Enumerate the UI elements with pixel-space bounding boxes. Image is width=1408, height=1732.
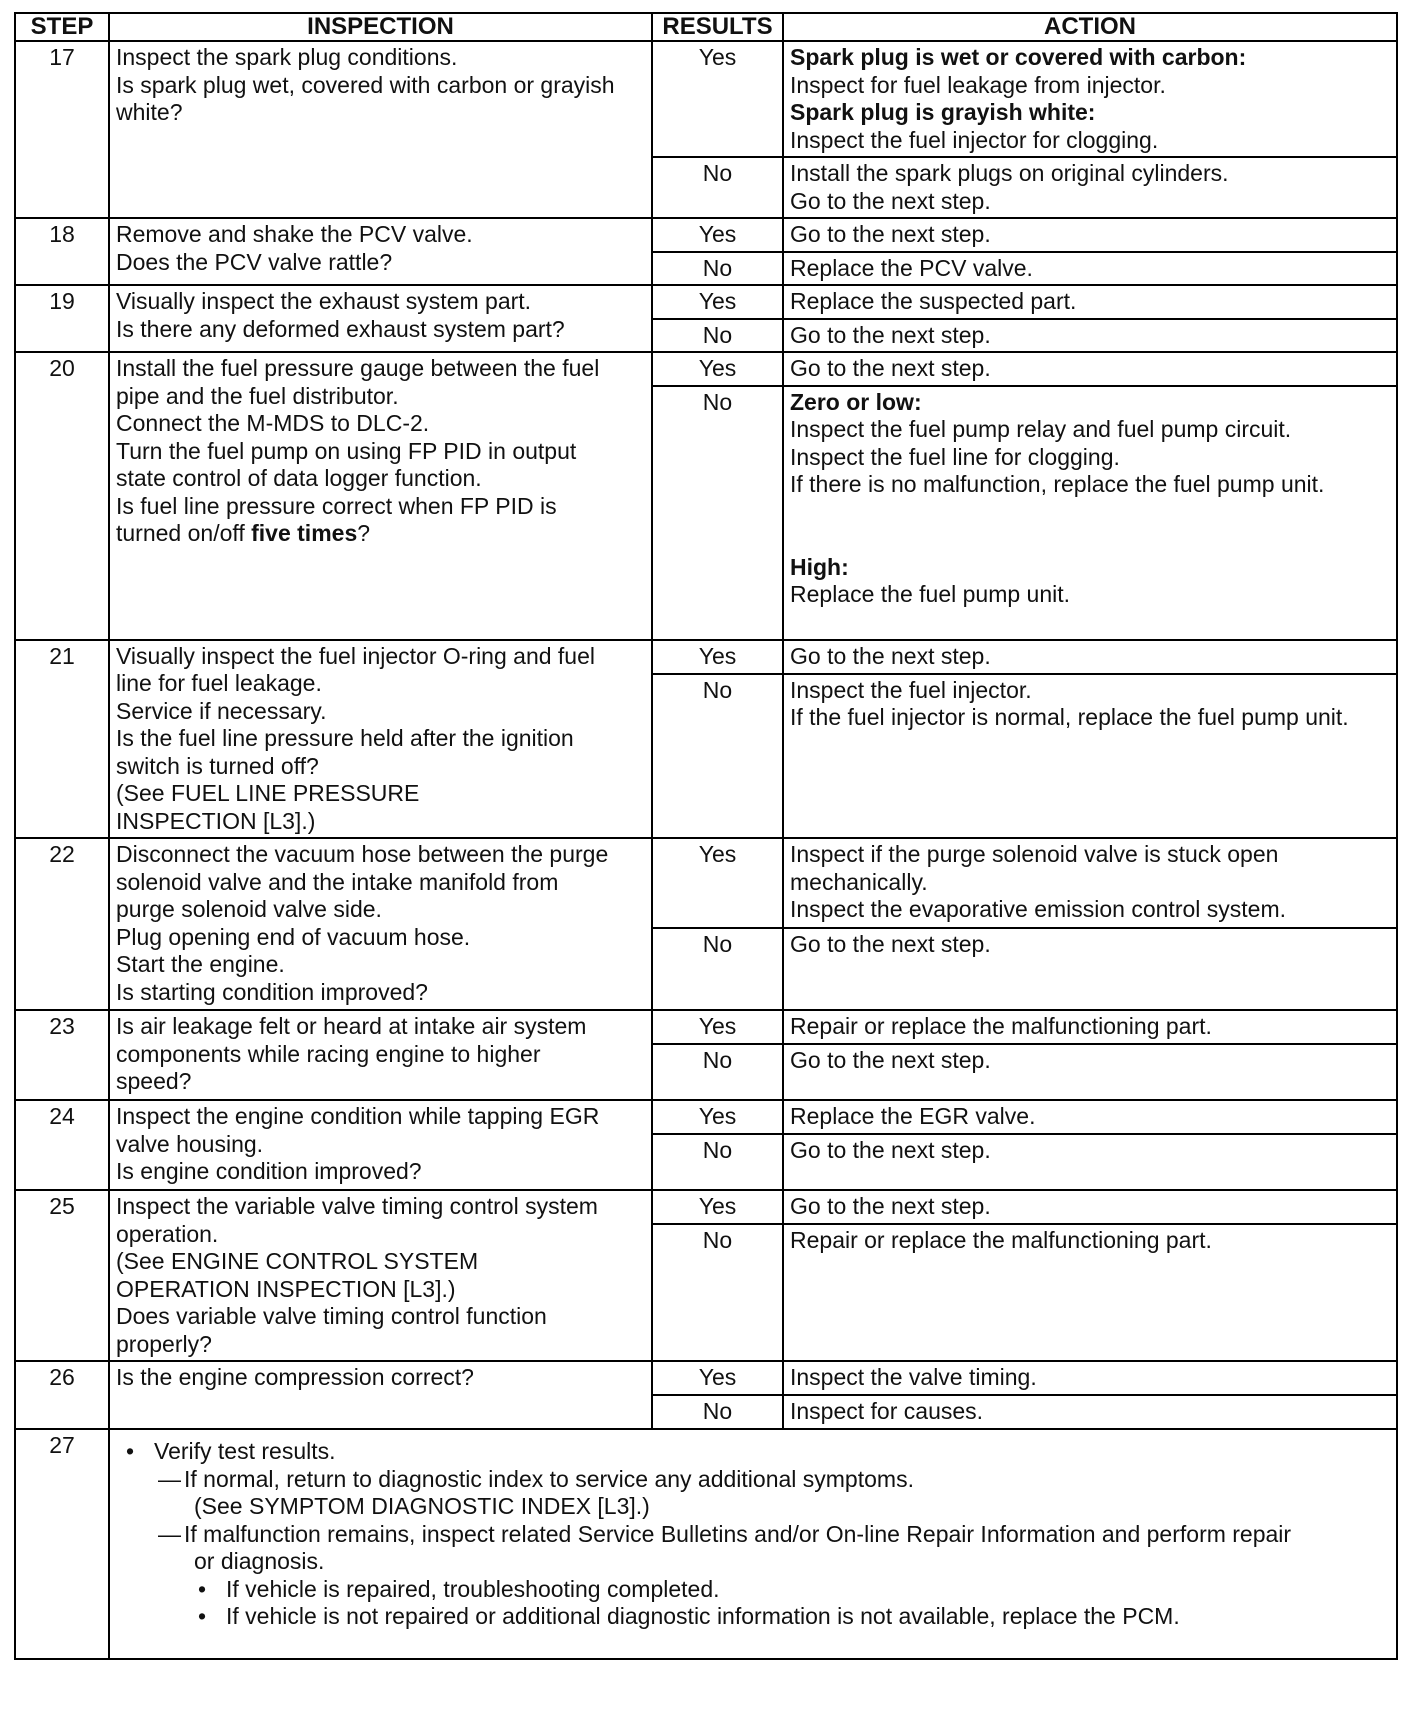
action-line: Replace the fuel pump unit. xyxy=(790,581,1071,607)
action-cell xyxy=(783,838,1397,928)
dash-continuation: (See SYMPTOM DIAGNOSTIC INDEX [L3].) xyxy=(194,1493,650,1519)
action-cell: Go to the next step. xyxy=(783,352,1397,386)
action-heading: High: xyxy=(790,553,849,580)
action-line: mechanically. xyxy=(790,868,928,895)
header-action: ACTION xyxy=(783,13,1397,41)
result-no: No xyxy=(652,386,783,640)
step-number: 17 xyxy=(15,41,109,218)
inspection-cell xyxy=(109,1361,652,1429)
diagnostic-table xyxy=(14,12,1398,1660)
action-cell: Go to the next step. xyxy=(783,640,1397,674)
action-cell: Inspect the valve timing. xyxy=(783,1361,1397,1395)
step-number: 19 xyxy=(15,285,109,352)
dash-item xyxy=(118,1466,1390,1494)
inspection-line: Is there any deformed exhaust system part? xyxy=(116,315,565,342)
result-no: No xyxy=(652,1224,783,1361)
table-row xyxy=(15,1429,1397,1659)
inspection-line: properly? xyxy=(116,1330,212,1357)
header-inspection: INSPECTION xyxy=(109,13,652,41)
dash-text: If normal, return to diagnostic index to service any additional symptoms. xyxy=(184,1465,914,1492)
inspection-line: Is the engine compression correct? xyxy=(116,1364,474,1390)
result-yes: Yes xyxy=(652,352,783,386)
inspection-line: Is the fuel line pressure held after the ignition xyxy=(116,725,574,751)
inspection-line: operation. xyxy=(116,1220,219,1247)
header-results: RESULTS xyxy=(652,13,783,41)
result-no: No xyxy=(652,157,783,218)
inspection-line: Is starting condition improved? xyxy=(116,978,428,1005)
table-row xyxy=(15,1361,1397,1395)
action-cell: Go to the next step. xyxy=(783,1190,1397,1224)
action-line: Inspect the evaporative emission control system. xyxy=(790,896,1287,922)
inspection-line: Inspect the engine condition while tapping EGR xyxy=(116,1103,600,1129)
sub-bullet-item xyxy=(118,1603,1390,1631)
step-number: 20 xyxy=(15,352,109,640)
inspection-line xyxy=(116,520,645,548)
inspection-line: Plug opening end of vacuum hose. xyxy=(116,923,471,950)
action-line: Inspect the fuel line for clogging. xyxy=(790,443,1120,470)
inspection-line: line for fuel leakage. xyxy=(116,670,322,696)
inspection-line: Does the PCV valve rattle? xyxy=(116,248,393,275)
step-number: 23 xyxy=(15,1010,109,1100)
table-row xyxy=(15,41,1397,157)
action-cell: Repair or replace the malfunctioning part. xyxy=(783,1224,1397,1361)
table-row xyxy=(15,838,1397,928)
action-cell: Go to the next step. xyxy=(783,218,1397,252)
action-line: Inspect for fuel leakage from injector. xyxy=(790,71,1166,98)
action-line: Install the spark plugs on original cylinders. xyxy=(790,160,1229,186)
action-cell: Replace the suspected part. xyxy=(783,285,1397,319)
inspection-line: Install the fuel pressure gauge between the fuel xyxy=(116,355,600,381)
step-number: 18 xyxy=(15,218,109,285)
inspection-line: solenoid valve and the intake manifold from xyxy=(116,868,559,895)
step-number: 25 xyxy=(15,1190,109,1361)
inspection-cell xyxy=(109,352,652,640)
bullet-glyph: • xyxy=(198,1575,207,1602)
inspection-line: Is air leakage felt or heard at intake air system xyxy=(116,1013,587,1039)
inspection-line: components while racing engine to higher xyxy=(116,1040,541,1067)
result-yes: Yes xyxy=(652,1100,783,1134)
action-cell xyxy=(783,386,1397,640)
final-step-cell xyxy=(109,1429,1397,1659)
inspection-line: purge solenoid valve side. xyxy=(116,896,382,922)
inspection-cell xyxy=(109,285,652,352)
inspection-cell xyxy=(109,1010,652,1100)
bullet-text: If vehicle is not repaired or additional diagnostic information is not available, replace the PCM. xyxy=(226,1603,1180,1629)
bullet-text: Verify test results. xyxy=(154,1438,336,1464)
result-yes: Yes xyxy=(652,41,783,157)
dash-item xyxy=(118,1521,1390,1549)
table-row xyxy=(15,218,1397,252)
result-yes: Yes xyxy=(652,1361,783,1395)
action-line: Inspect if the purge solenoid valve is stuck open xyxy=(790,841,1279,867)
inspection-line: pipe and the fuel distributor. xyxy=(116,382,399,409)
inspection-line: Does variable valve timing control function xyxy=(116,1303,547,1329)
action-cell: Replace the PCV valve. xyxy=(783,252,1397,286)
inspection-cell xyxy=(109,218,652,285)
bullet-glyph: • xyxy=(126,1438,135,1464)
action-cell: Go to the next step. xyxy=(783,1134,1397,1190)
inspection-line: switch is turned off? xyxy=(116,752,319,779)
step-number: 26 xyxy=(15,1361,109,1429)
sub-bullet-item xyxy=(118,1576,1390,1604)
action-cell: Repair or replace the malfunctioning part. xyxy=(783,1010,1397,1044)
bullet-text: If vehicle is repaired, troubleshooting completed. xyxy=(226,1575,720,1602)
action-cell xyxy=(783,41,1397,157)
table-row xyxy=(15,1190,1397,1224)
inspection-line: Is engine condition improved? xyxy=(116,1158,422,1184)
inspection-line: Is fuel line pressure correct when FP PID is xyxy=(116,492,557,519)
action-line: Inspect the fuel pump relay and fuel pump circuit. xyxy=(790,416,1292,442)
inspection-cell xyxy=(109,41,652,218)
inspection-cell xyxy=(109,1190,652,1361)
table-row xyxy=(15,352,1397,386)
inspection-line: Start the engine. xyxy=(116,951,285,977)
bullet-item xyxy=(118,1438,1390,1466)
action-cell: Inspect for causes. xyxy=(783,1395,1397,1429)
dash-continuation: or diagnosis. xyxy=(194,1548,325,1574)
inspection-line: Inspect the spark plug conditions. xyxy=(116,44,458,70)
result-yes: Yes xyxy=(652,285,783,319)
table-row xyxy=(15,1010,1397,1044)
inspection-line: Service if necessary. xyxy=(116,697,327,724)
table-row xyxy=(15,640,1397,674)
table-row xyxy=(15,1100,1397,1134)
inspection-text: turned on/off xyxy=(116,520,252,546)
inspection-line: speed? xyxy=(116,1068,192,1094)
inspection-line: INSPECTION [L3].) xyxy=(116,807,316,834)
result-no: No xyxy=(652,1395,783,1429)
action-cell xyxy=(783,674,1397,839)
inspection-cell xyxy=(109,838,652,1010)
bullet-glyph: • xyxy=(198,1603,207,1629)
action-heading: Spark plug is wet or covered with carbon: xyxy=(790,44,1247,70)
result-no: No xyxy=(652,674,783,839)
result-yes: Yes xyxy=(652,640,783,674)
inspection-line: state control of data logger function. xyxy=(116,465,482,491)
action-cell: Go to the next step. xyxy=(783,1044,1397,1100)
inspection-line: OPERATION INSPECTION [L3].) xyxy=(116,1275,456,1302)
header-step: STEP xyxy=(15,13,109,41)
inspection-line: Visually inspect the exhaust system part. xyxy=(116,288,532,314)
inspection-line: Inspect the variable valve timing control system xyxy=(116,1193,598,1219)
dash-text: If malfunction remains, inspect related Service Bulletins and/or On-line Repair Information and perform repair xyxy=(184,1520,1292,1547)
action-cell: Go to the next step. xyxy=(783,319,1397,353)
action-line: If there is no malfunction, replace the fuel pump unit. xyxy=(790,471,1325,497)
result-yes: Yes xyxy=(652,1190,783,1224)
step-number: 22 xyxy=(15,838,109,1010)
inspection-line: Disconnect the vacuum hose between the purge xyxy=(116,841,609,867)
result-no: No xyxy=(652,1134,783,1190)
action-cell: Replace the EGR valve. xyxy=(783,1100,1397,1134)
action-cell: Go to the next step. xyxy=(783,928,1397,1010)
inspection-cell xyxy=(109,640,652,839)
diagnostic-table-sheet xyxy=(14,12,1396,1660)
inspection-emphasis: five times xyxy=(251,520,358,546)
action-line: Inspect the fuel injector for clogging. xyxy=(790,126,1159,153)
action-heading: Zero or low: xyxy=(790,388,922,415)
inspection-line: (See FUEL LINE PRESSURE xyxy=(116,780,420,806)
step-number: 27 xyxy=(15,1429,109,1659)
result-no: No xyxy=(652,1044,783,1100)
dash-glyph: — xyxy=(158,1520,181,1547)
action-line: Inspect the fuel injector. xyxy=(790,676,1032,703)
action-cell xyxy=(783,157,1397,218)
inspection-text: ? xyxy=(357,520,371,546)
action-line: If the fuel injector is normal, replace the fuel pump unit. xyxy=(790,704,1349,730)
inspection-line: (See ENGINE CONTROL SYSTEM xyxy=(116,1248,479,1274)
result-no: No xyxy=(652,252,783,286)
header-row xyxy=(15,13,1397,41)
inspection-line: Visually inspect the fuel injector O-ring and fuel xyxy=(116,642,596,669)
inspection-line: Remove and shake the PCV valve. xyxy=(116,221,473,247)
inspection-line: Connect the M-MDS to DLC-2. xyxy=(116,410,430,436)
step-number: 24 xyxy=(15,1100,109,1190)
inspection-cell xyxy=(109,1100,652,1190)
step-number: 21 xyxy=(15,640,109,839)
inspection-line: white? xyxy=(116,99,183,125)
action-heading: Spark plug is grayish white: xyxy=(790,99,1096,125)
result-no: No xyxy=(652,319,783,353)
inspection-line: valve housing. xyxy=(116,1130,264,1157)
action-line: Go to the next step. xyxy=(790,187,991,214)
result-yes: Yes xyxy=(652,1010,783,1044)
dash-glyph: — xyxy=(158,1465,181,1492)
result-yes: Yes xyxy=(652,218,783,252)
inspection-line: Is spark plug wet, covered with carbon or grayish xyxy=(116,71,615,98)
result-yes: Yes xyxy=(652,838,783,928)
table-row xyxy=(15,285,1397,319)
inspection-line: Turn the fuel pump on using FP PID in output xyxy=(116,437,577,464)
result-no: No xyxy=(652,928,783,1010)
